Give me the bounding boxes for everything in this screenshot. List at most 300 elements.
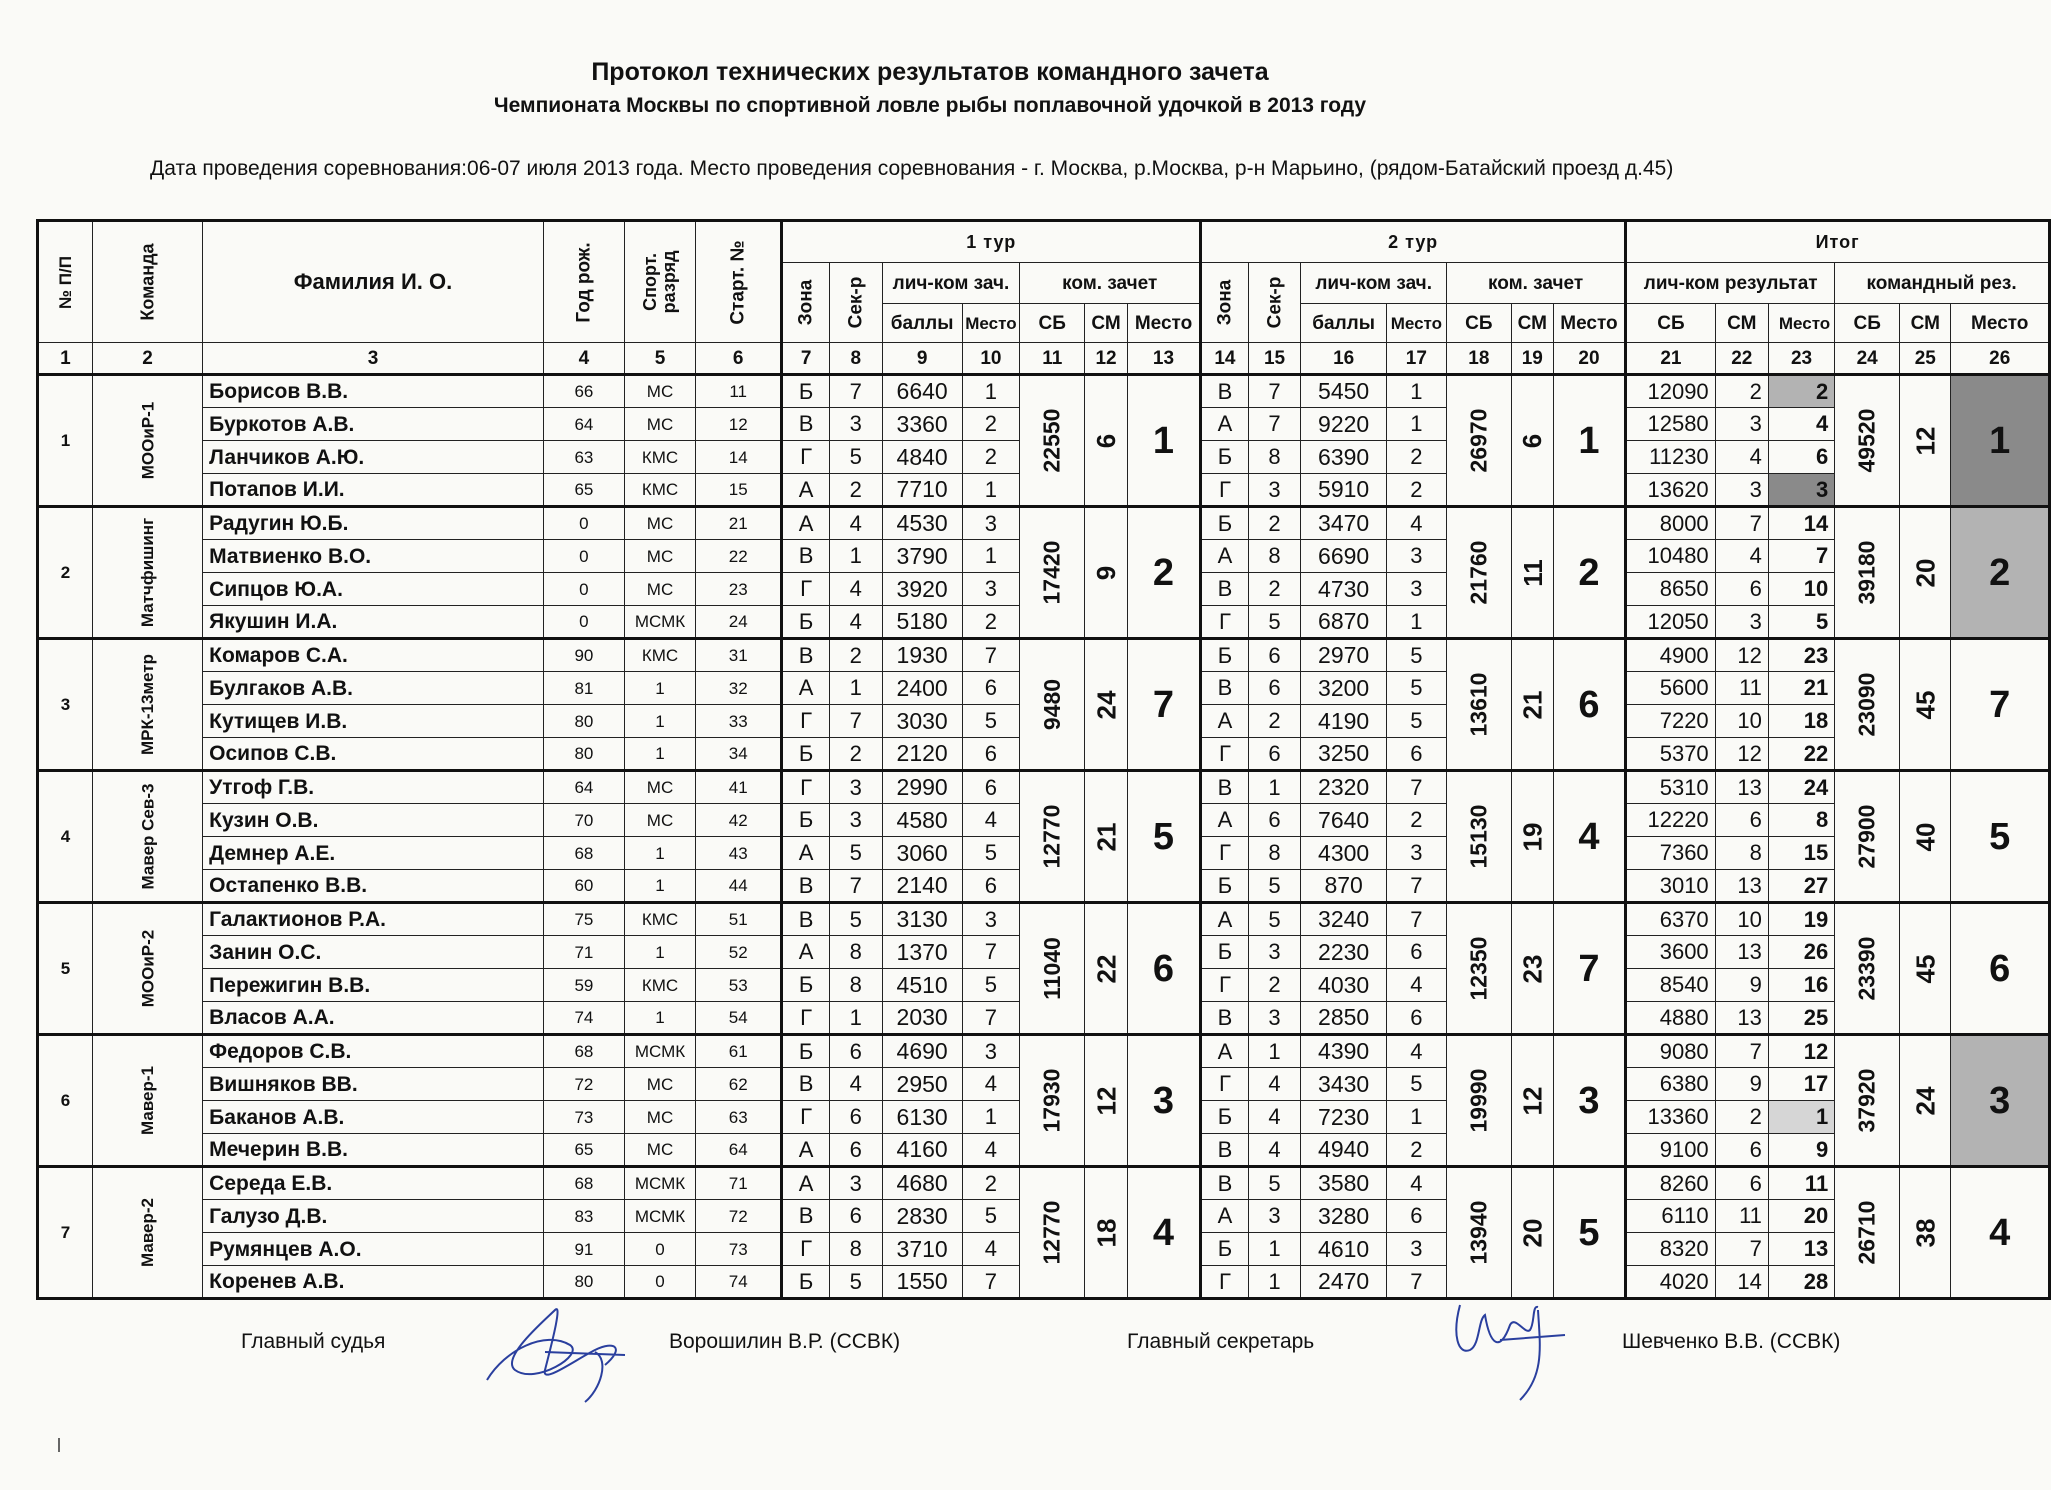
t1-team-sb-text: 12770 bbox=[1038, 804, 1065, 869]
column-number: 18 bbox=[1446, 343, 1511, 375]
t2-zone: А bbox=[1201, 1035, 1249, 1068]
secretary-name: Шевченко В.В. (ССВК) bbox=[1622, 1330, 1841, 1353]
t1-place: 2 bbox=[962, 408, 1020, 441]
t1-points: 3360 bbox=[882, 408, 962, 441]
team-name-text: Матчфишинг bbox=[138, 517, 158, 627]
total-team-sb-text: 37920 bbox=[1853, 1068, 1880, 1133]
birth-year: 80 bbox=[543, 738, 624, 771]
total-cm: 3 bbox=[1715, 606, 1768, 639]
tour1-header: 1 тур bbox=[782, 221, 1201, 263]
birth-year: 68 bbox=[543, 837, 624, 870]
t1-zone: А bbox=[782, 474, 830, 507]
t2-sector: 3 bbox=[1248, 1200, 1301, 1233]
t1-zone: В bbox=[782, 1068, 830, 1101]
total-team-sb bbox=[1835, 1167, 1900, 1299]
t1-sector: 6 bbox=[829, 1101, 882, 1134]
total-sb: 11230 bbox=[1626, 441, 1715, 474]
t1-place: 1 bbox=[962, 375, 1020, 408]
sport-rank: 1 bbox=[625, 837, 696, 870]
column-number: 15 bbox=[1248, 343, 1301, 375]
start-number: 15 bbox=[696, 474, 782, 507]
total-sb: 7360 bbox=[1626, 837, 1715, 870]
athlete-name: Галузо Д.В. bbox=[203, 1200, 544, 1233]
total-cm: 9 bbox=[1715, 1068, 1768, 1101]
t1-zone: А bbox=[782, 1134, 830, 1167]
start-number: 52 bbox=[696, 936, 782, 969]
t2-zone: Б bbox=[1201, 1233, 1249, 1266]
total-cm: 4 bbox=[1715, 540, 1768, 573]
t1-zone: Г bbox=[782, 573, 830, 606]
start-number: 14 bbox=[696, 441, 782, 474]
t2-place: 2 bbox=[1386, 1134, 1446, 1167]
total-place: 22 bbox=[1768, 738, 1834, 771]
t1-place: 1 bbox=[962, 1101, 1020, 1134]
total-team-cm bbox=[1900, 1035, 1951, 1167]
t1-team-cm-text: 22 bbox=[1091, 954, 1122, 983]
t1-place: 6 bbox=[962, 738, 1020, 771]
t2-place: 3 bbox=[1386, 1233, 1446, 1266]
t1-sector: 3 bbox=[829, 771, 882, 804]
athlete-name: Осипов С.В. bbox=[203, 738, 544, 771]
table-row bbox=[38, 507, 2050, 540]
total-place: 11 bbox=[1768, 1167, 1834, 1200]
athlete-name: Середа Е.В. bbox=[203, 1167, 544, 1200]
start-number: 23 bbox=[696, 573, 782, 606]
t1-place: 3 bbox=[962, 507, 1020, 540]
total-sb: 5310 bbox=[1626, 771, 1715, 804]
athlete-name: Баканов А.В. bbox=[203, 1101, 544, 1134]
total-place: 26 bbox=[1768, 936, 1834, 969]
t1-place: 5 bbox=[962, 969, 1020, 1002]
t1-team-cm-text: 18 bbox=[1091, 1218, 1122, 1247]
t1-place: 1 bbox=[962, 474, 1020, 507]
total-cm: 6 bbox=[1715, 1134, 1768, 1167]
total-cm: 10 bbox=[1715, 903, 1768, 936]
t1-team-cm-text: 9 bbox=[1091, 565, 1122, 580]
t1-points: 2400 bbox=[882, 672, 962, 705]
birth-year: 74 bbox=[543, 1002, 624, 1035]
t2-team-sb bbox=[1446, 507, 1511, 639]
t2-zone: А bbox=[1201, 804, 1249, 837]
total-place: 1 bbox=[1768, 1101, 1834, 1134]
t1-points: 2830 bbox=[882, 1200, 962, 1233]
t1-points: 2990 bbox=[882, 771, 962, 804]
team-number: 5 bbox=[38, 903, 93, 1035]
birth-year: 65 bbox=[543, 1134, 624, 1167]
sport-rank: МСМК bbox=[625, 1200, 696, 1233]
total-team-place: 7 bbox=[1951, 639, 2050, 771]
t2-points: 2320 bbox=[1301, 771, 1386, 804]
start-number: 34 bbox=[696, 738, 782, 771]
sport-rank: МС bbox=[625, 408, 696, 441]
t1-team-sb bbox=[1020, 375, 1085, 507]
birth-year: 71 bbox=[543, 936, 624, 969]
t1-zone: В bbox=[782, 639, 830, 672]
birth-year: 64 bbox=[543, 408, 624, 441]
birth-year: 90 bbox=[543, 639, 624, 672]
team-name bbox=[92, 639, 202, 771]
t2-place: 2 bbox=[1386, 474, 1446, 507]
t2-personal-header: лич-ком зач. bbox=[1301, 263, 1446, 304]
t1-zone: А bbox=[782, 1167, 830, 1200]
t2-place: 2 bbox=[1386, 441, 1446, 474]
total-team-cm-text: 12 bbox=[1910, 426, 1941, 455]
t1-points: 4510 bbox=[882, 969, 962, 1002]
col-team: Команда bbox=[92, 221, 202, 343]
total-team-sb-text: 39180 bbox=[1853, 540, 1880, 605]
t2-zone: А bbox=[1201, 1200, 1249, 1233]
total-place-header: Место bbox=[1768, 304, 1834, 343]
total-cm: 2 bbox=[1715, 1101, 1768, 1134]
total-cm: 14 bbox=[1715, 1266, 1768, 1299]
t2-place: 4 bbox=[1386, 1035, 1446, 1068]
total-sb: 3600 bbox=[1626, 936, 1715, 969]
t1-sector: 4 bbox=[829, 606, 882, 639]
t2-sector: 5 bbox=[1248, 903, 1301, 936]
t2-zone: В bbox=[1201, 1002, 1249, 1035]
athlete-name: Вишняков ВВ. bbox=[203, 1068, 544, 1101]
start-number: 33 bbox=[696, 705, 782, 738]
t1-place: 4 bbox=[962, 1134, 1020, 1167]
t2-sector: 6 bbox=[1248, 672, 1301, 705]
total-team-sb bbox=[1835, 771, 1900, 903]
t1-sb-header: СБ bbox=[1020, 304, 1085, 343]
total-sb: 10480 bbox=[1626, 540, 1715, 573]
total-place: 3 bbox=[1768, 474, 1834, 507]
t2-points: 2230 bbox=[1301, 936, 1386, 969]
t1-zone: В bbox=[782, 408, 830, 441]
t2-sector: 1 bbox=[1248, 771, 1301, 804]
t2-zone: В bbox=[1201, 1134, 1249, 1167]
t1-sector: 2 bbox=[829, 639, 882, 672]
t2-zone: Б bbox=[1201, 441, 1249, 474]
athlete-name: Ланчиков А.Ю. bbox=[203, 441, 544, 474]
column-number: 23 bbox=[1768, 343, 1834, 375]
t2-points: 3470 bbox=[1301, 507, 1386, 540]
column-number: 25 bbox=[1900, 343, 1951, 375]
t1-sector: 8 bbox=[829, 1233, 882, 1266]
total-sb: 4880 bbox=[1626, 1002, 1715, 1035]
total-sb: 8260 bbox=[1626, 1167, 1715, 1200]
t1-zone: В bbox=[782, 870, 830, 903]
total-cm: 3 bbox=[1715, 408, 1768, 441]
t1-sector: 8 bbox=[829, 936, 882, 969]
t2-team-cm bbox=[1511, 771, 1553, 903]
t2-points: 2470 bbox=[1301, 1266, 1386, 1299]
t1-points: 4840 bbox=[882, 441, 962, 474]
results-table bbox=[36, 219, 2051, 1300]
athlete-name: Комаров С.А. bbox=[203, 639, 544, 672]
column-number: 10 bbox=[962, 343, 1020, 375]
t2-points: 3580 bbox=[1301, 1167, 1386, 1200]
t2-place: 4 bbox=[1386, 969, 1446, 1002]
t1-team-sb bbox=[1020, 771, 1085, 903]
t1-zone: Б bbox=[782, 804, 830, 837]
total-place: 27 bbox=[1768, 870, 1834, 903]
t1-sector: 5 bbox=[829, 441, 882, 474]
t2-place: 5 bbox=[1386, 1068, 1446, 1101]
sport-rank: МС bbox=[625, 1068, 696, 1101]
birth-year: 65 bbox=[543, 474, 624, 507]
t1-team-cm bbox=[1085, 507, 1128, 639]
total-team-header: командный рез. bbox=[1835, 263, 2050, 304]
t1-sector: 7 bbox=[829, 705, 882, 738]
total-cm: 3 bbox=[1715, 474, 1768, 507]
total-place: 20 bbox=[1768, 1200, 1834, 1233]
total-team-place: 4 bbox=[1951, 1167, 2050, 1299]
team-name-text: МООиР-1 bbox=[138, 401, 158, 479]
t2-points: 4190 bbox=[1301, 705, 1386, 738]
total-cm: 13 bbox=[1715, 1002, 1768, 1035]
total-personal-header: лич-ком результат bbox=[1626, 263, 1835, 304]
athlete-name: Утгоф Г.В. bbox=[203, 771, 544, 804]
sport-rank: МСМК bbox=[625, 606, 696, 639]
col-rank: Спорт. разряд bbox=[625, 221, 696, 343]
t1-sector: 6 bbox=[829, 1035, 882, 1068]
t2-sector: 6 bbox=[1248, 738, 1301, 771]
total-team-cm bbox=[1900, 639, 1951, 771]
t1-zone: Г bbox=[782, 1101, 830, 1134]
total-sb: 12580 bbox=[1626, 408, 1715, 441]
t2-sector: 8 bbox=[1248, 540, 1301, 573]
t2-team-cm bbox=[1511, 375, 1553, 507]
t1-team-cm-text: 24 bbox=[1091, 690, 1122, 719]
total-sb: 9080 bbox=[1626, 1035, 1715, 1068]
t1-zone: В bbox=[782, 1200, 830, 1233]
t1-sector: 5 bbox=[829, 837, 882, 870]
col-pp: № П/П bbox=[38, 221, 93, 343]
athlete-name: Остапенко В.В. bbox=[203, 870, 544, 903]
total-team-place: 1 bbox=[1951, 375, 2050, 507]
t1-team-place: 4 bbox=[1127, 1167, 1200, 1299]
birth-year: 68 bbox=[543, 1035, 624, 1068]
column-number: 17 bbox=[1386, 343, 1446, 375]
t1-points: 7710 bbox=[882, 474, 962, 507]
t1-zone: А bbox=[782, 936, 830, 969]
athlete-name: Кутищев И.В. bbox=[203, 705, 544, 738]
column-number: 2 bbox=[92, 343, 202, 375]
t2-zone: Г bbox=[1201, 969, 1249, 1002]
sport-rank: МС bbox=[625, 1101, 696, 1134]
start-number: 53 bbox=[696, 969, 782, 1002]
t1-place: 7 bbox=[962, 936, 1020, 969]
column-number: 26 bbox=[1951, 343, 2050, 375]
t2-zone: Б bbox=[1201, 507, 1249, 540]
total-place: 18 bbox=[1768, 705, 1834, 738]
t1-team-sb bbox=[1020, 1167, 1085, 1299]
t1-team-place: 6 bbox=[1127, 903, 1200, 1035]
team-name-text: МООиР-2 bbox=[138, 929, 158, 1007]
start-number: 72 bbox=[696, 1200, 782, 1233]
t1-points: 4690 bbox=[882, 1035, 962, 1068]
t2-sector: 2 bbox=[1248, 507, 1301, 540]
t2-points: 7230 bbox=[1301, 1101, 1386, 1134]
birth-year: 59 bbox=[543, 969, 624, 1002]
start-number: 64 bbox=[696, 1134, 782, 1167]
t1-team-sb-text: 12770 bbox=[1038, 1200, 1065, 1265]
total-team-cm-text: 20 bbox=[1910, 558, 1941, 587]
sport-rank: МС bbox=[625, 573, 696, 606]
total-place: 16 bbox=[1768, 969, 1834, 1002]
total-team-sb-text: 49520 bbox=[1853, 408, 1880, 473]
t2-zone: В bbox=[1201, 573, 1249, 606]
total-team-cm bbox=[1900, 771, 1951, 903]
t2-points: 6690 bbox=[1301, 540, 1386, 573]
total-cm: 2 bbox=[1715, 375, 1768, 408]
t1-zone: Б bbox=[782, 1266, 830, 1299]
t2-zone: А bbox=[1201, 705, 1249, 738]
total-place: 8 bbox=[1768, 804, 1834, 837]
t1-place: 1 bbox=[962, 540, 1020, 573]
t2-points: 4940 bbox=[1301, 1134, 1386, 1167]
t1-sector: 4 bbox=[829, 1068, 882, 1101]
total-cm: 11 bbox=[1715, 672, 1768, 705]
t1-sector: 7 bbox=[829, 870, 882, 903]
t2-sector: 6 bbox=[1248, 639, 1301, 672]
total-team-cm bbox=[1900, 903, 1951, 1035]
column-number: 7 bbox=[782, 343, 830, 375]
t2-sector: 3 bbox=[1248, 1002, 1301, 1035]
total-team-place: 3 bbox=[1951, 1035, 2050, 1167]
t1-points: 1370 bbox=[882, 936, 962, 969]
t1-team-cm bbox=[1085, 639, 1128, 771]
secretary-label: Главный секретарь bbox=[1127, 1330, 1315, 1353]
t2-place: 7 bbox=[1386, 903, 1446, 936]
t2-points: 2850 bbox=[1301, 1002, 1386, 1035]
t1-zone: Г bbox=[782, 1233, 830, 1266]
team-name-text: МРК-13метр bbox=[138, 653, 157, 755]
total-team-sb-text: 26710 bbox=[1853, 1200, 1880, 1265]
athlete-name: Кузин О.В. bbox=[203, 804, 544, 837]
t2-team-cm-text: 12 bbox=[1517, 1086, 1548, 1115]
t2-points: 5450 bbox=[1301, 375, 1386, 408]
t2-points: 4030 bbox=[1301, 969, 1386, 1002]
table-row bbox=[38, 1035, 2050, 1068]
t1-team-sb-text: 17420 bbox=[1038, 540, 1065, 605]
team-name-text: Мавер-1 bbox=[138, 1065, 158, 1135]
t2-points: 4730 bbox=[1301, 573, 1386, 606]
secretary-signature bbox=[1440, 1295, 1570, 1405]
start-number: 74 bbox=[696, 1266, 782, 1299]
t1-points: 4580 bbox=[882, 804, 962, 837]
total-cm: 11 bbox=[1715, 1200, 1768, 1233]
t2-zone: Б bbox=[1201, 870, 1249, 903]
t1-points: 3710 bbox=[882, 1233, 962, 1266]
sport-rank: МС bbox=[625, 1134, 696, 1167]
t1-place: 5 bbox=[962, 1200, 1020, 1233]
start-number: 71 bbox=[696, 1167, 782, 1200]
t1-sector: 1 bbox=[829, 540, 882, 573]
birth-year: 0 bbox=[543, 540, 624, 573]
t1-team-place: 7 bbox=[1127, 639, 1200, 771]
t2-points: 4300 bbox=[1301, 837, 1386, 870]
column-numbers-row bbox=[38, 343, 2050, 375]
t2-team-cm bbox=[1511, 903, 1553, 1035]
t1-points: 3130 bbox=[882, 903, 962, 936]
t1-sector: 8 bbox=[829, 969, 882, 1002]
column-number: 9 bbox=[882, 343, 962, 375]
t2-team-cm-text: 20 bbox=[1517, 1218, 1548, 1247]
birth-year: 83 bbox=[543, 1200, 624, 1233]
t2-zone: А bbox=[1201, 408, 1249, 441]
t1-zone: Г bbox=[782, 1002, 830, 1035]
t1-sector: 7 bbox=[829, 375, 882, 408]
total-sb: 7220 bbox=[1626, 705, 1715, 738]
t1-sector: 4 bbox=[829, 507, 882, 540]
t2-sector: 4 bbox=[1248, 1134, 1301, 1167]
t1-sector: 6 bbox=[829, 1200, 882, 1233]
t1-points: 2140 bbox=[882, 870, 962, 903]
t1-zone: В bbox=[782, 540, 830, 573]
start-number: 62 bbox=[696, 1068, 782, 1101]
total-sb: 8650 bbox=[1626, 573, 1715, 606]
team-name-text: Мавер Сев-3 bbox=[138, 783, 158, 889]
birth-year: 60 bbox=[543, 870, 624, 903]
t1-sector-header: Сек-р bbox=[829, 263, 882, 343]
t1-zone: А bbox=[782, 837, 830, 870]
total-sb: 4020 bbox=[1626, 1266, 1715, 1299]
birth-year: 80 bbox=[543, 1266, 624, 1299]
athlete-name: Занин О.С. bbox=[203, 936, 544, 969]
start-number: 44 bbox=[696, 870, 782, 903]
t1-place: 2 bbox=[962, 606, 1020, 639]
start-number: 41 bbox=[696, 771, 782, 804]
total-team-sb-header: СБ bbox=[1835, 304, 1900, 343]
team-name bbox=[92, 1167, 202, 1299]
t2-sector: 7 bbox=[1248, 375, 1301, 408]
t1-team-place-header: Место bbox=[1127, 304, 1200, 343]
total-cm: 13 bbox=[1715, 870, 1768, 903]
t2-team-cm-text: 23 bbox=[1517, 954, 1548, 983]
t1-points: 2030 bbox=[882, 1002, 962, 1035]
table-row bbox=[38, 639, 2050, 672]
total-cm: 13 bbox=[1715, 771, 1768, 804]
t2-cm-header: СМ bbox=[1511, 304, 1553, 343]
team-number: 4 bbox=[38, 771, 93, 903]
total-team-cm bbox=[1900, 375, 1951, 507]
t2-team-place: 4 bbox=[1553, 771, 1625, 903]
t2-points: 6870 bbox=[1301, 606, 1386, 639]
t2-place-header: Место bbox=[1386, 304, 1446, 343]
t1-place: 5 bbox=[962, 837, 1020, 870]
total-team-cm-header: СМ bbox=[1900, 304, 1951, 343]
t2-place: 6 bbox=[1386, 738, 1446, 771]
sport-rank: КМС bbox=[625, 639, 696, 672]
total-team-sb bbox=[1835, 903, 1900, 1035]
page-subtitle: Чемпионата Москвы по спортивной ловле рыбы поплавочной удочкой в 2013 году bbox=[493, 94, 1367, 117]
t2-points: 7640 bbox=[1301, 804, 1386, 837]
column-number: 5 bbox=[625, 343, 696, 375]
t1-sector: 3 bbox=[829, 408, 882, 441]
total-sb: 6380 bbox=[1626, 1068, 1715, 1101]
t2-sector: 1 bbox=[1248, 1266, 1301, 1299]
column-number: 13 bbox=[1127, 343, 1200, 375]
t1-points: 2950 bbox=[882, 1068, 962, 1101]
t2-sector: 4 bbox=[1248, 1101, 1301, 1134]
t1-team-sb bbox=[1020, 639, 1085, 771]
t1-zone: Г bbox=[782, 441, 830, 474]
t1-zone: А bbox=[782, 507, 830, 540]
total-team-cm-text: 38 bbox=[1910, 1218, 1941, 1247]
sport-rank: 1 bbox=[625, 936, 696, 969]
t1-place: 4 bbox=[962, 1233, 1020, 1266]
total-team-sb bbox=[1835, 375, 1900, 507]
t2-points-header: баллы bbox=[1301, 304, 1386, 343]
t2-zone: Г bbox=[1201, 474, 1249, 507]
t2-points: 5910 bbox=[1301, 474, 1386, 507]
t1-team-place: 1 bbox=[1127, 375, 1200, 507]
t2-points: 2970 bbox=[1301, 639, 1386, 672]
